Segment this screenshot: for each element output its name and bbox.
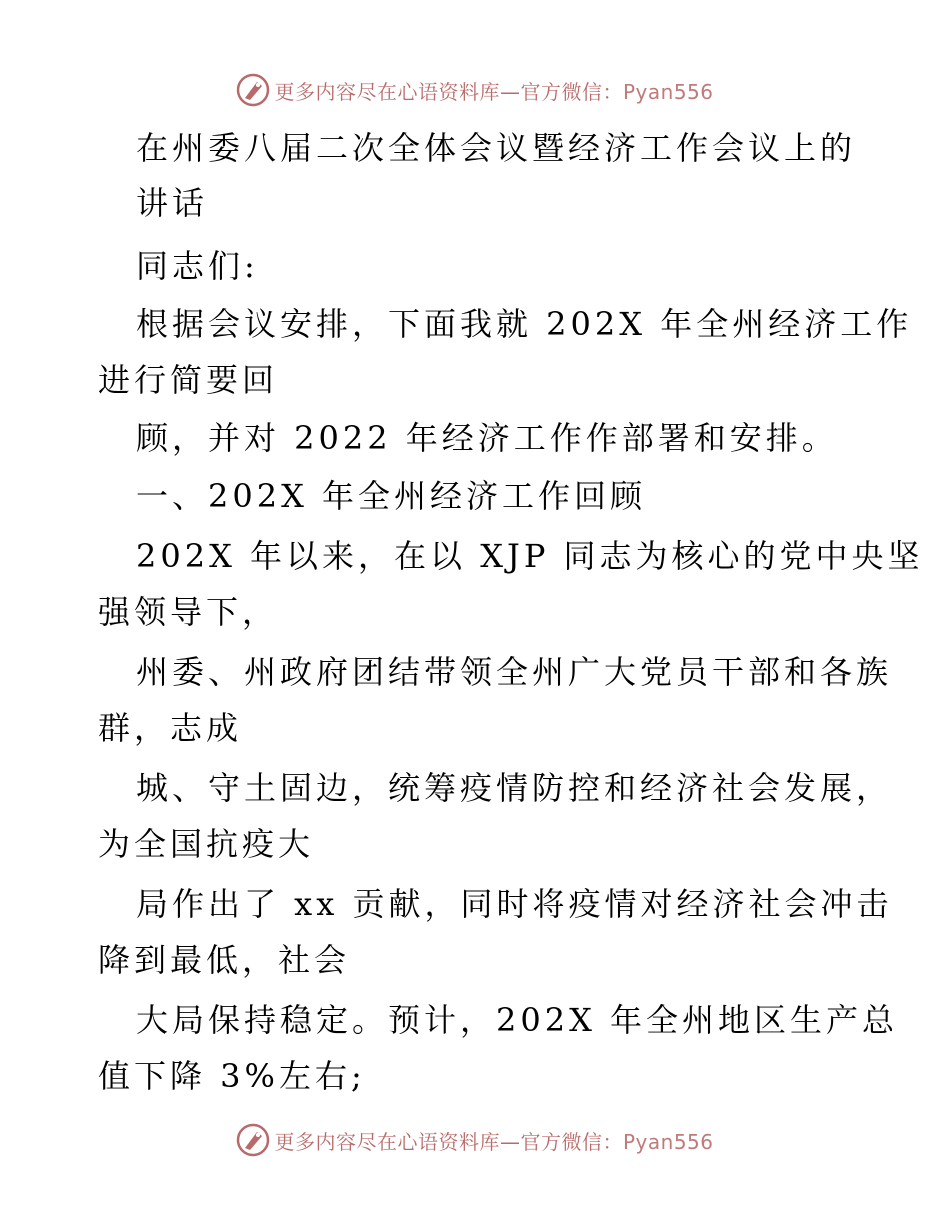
watermark-text: 更多内容尽在心语资料库—官方微信：Pyan556 (274, 79, 714, 104)
doc-line: 在州委八届二次全体会议暨经济工作会议上的 (136, 129, 857, 167)
doc-line: 城、守土固边，统筹疫情防控和经济社会发展， (136, 769, 893, 807)
doc-line: 进行简要回 (98, 361, 279, 399)
header-watermark (0, 70, 950, 110)
footer-watermark (0, 1120, 950, 1160)
pen-nib-logo-icon (236, 1123, 270, 1157)
doc-line: 值下降 3%左右; (98, 1057, 366, 1095)
doc-line: 降到最低，社会 (98, 941, 351, 979)
doc-line: 讲话 (136, 184, 209, 222)
doc-line: 根据会议安排，下面我就 202X 年全州经济工作 (136, 305, 913, 343)
doc-line: 顾，并对 2022 年经济工作作部署和安排。 (136, 419, 838, 457)
doc-line: 202X 年以来，在以 XJP 同志为核心的党中央坚 (136, 537, 924, 575)
doc-line: 强领导下， (98, 593, 279, 631)
doc-line: 同志们: (136, 247, 259, 285)
doc-line: 州委、州政府团结带领全州广大党员干部和各族 (136, 653, 893, 691)
doc-line: 群，志成 (98, 709, 243, 747)
watermark-text: 更多内容尽在心语资料库—官方微信：Pyan556 (274, 1129, 714, 1154)
doc-line: 局作出了 xx 贡献，同时将疫情对经济社会冲击 (136, 885, 893, 923)
doc-line: 一、202X 年全州经济工作回顾 (136, 477, 647, 515)
doc-line: 为全国抗疫大 (98, 825, 315, 863)
pen-nib-logo-icon (236, 73, 270, 107)
doc-line: 大局保持稳定。预计，202X 年全州地区生产总 (136, 1001, 899, 1039)
